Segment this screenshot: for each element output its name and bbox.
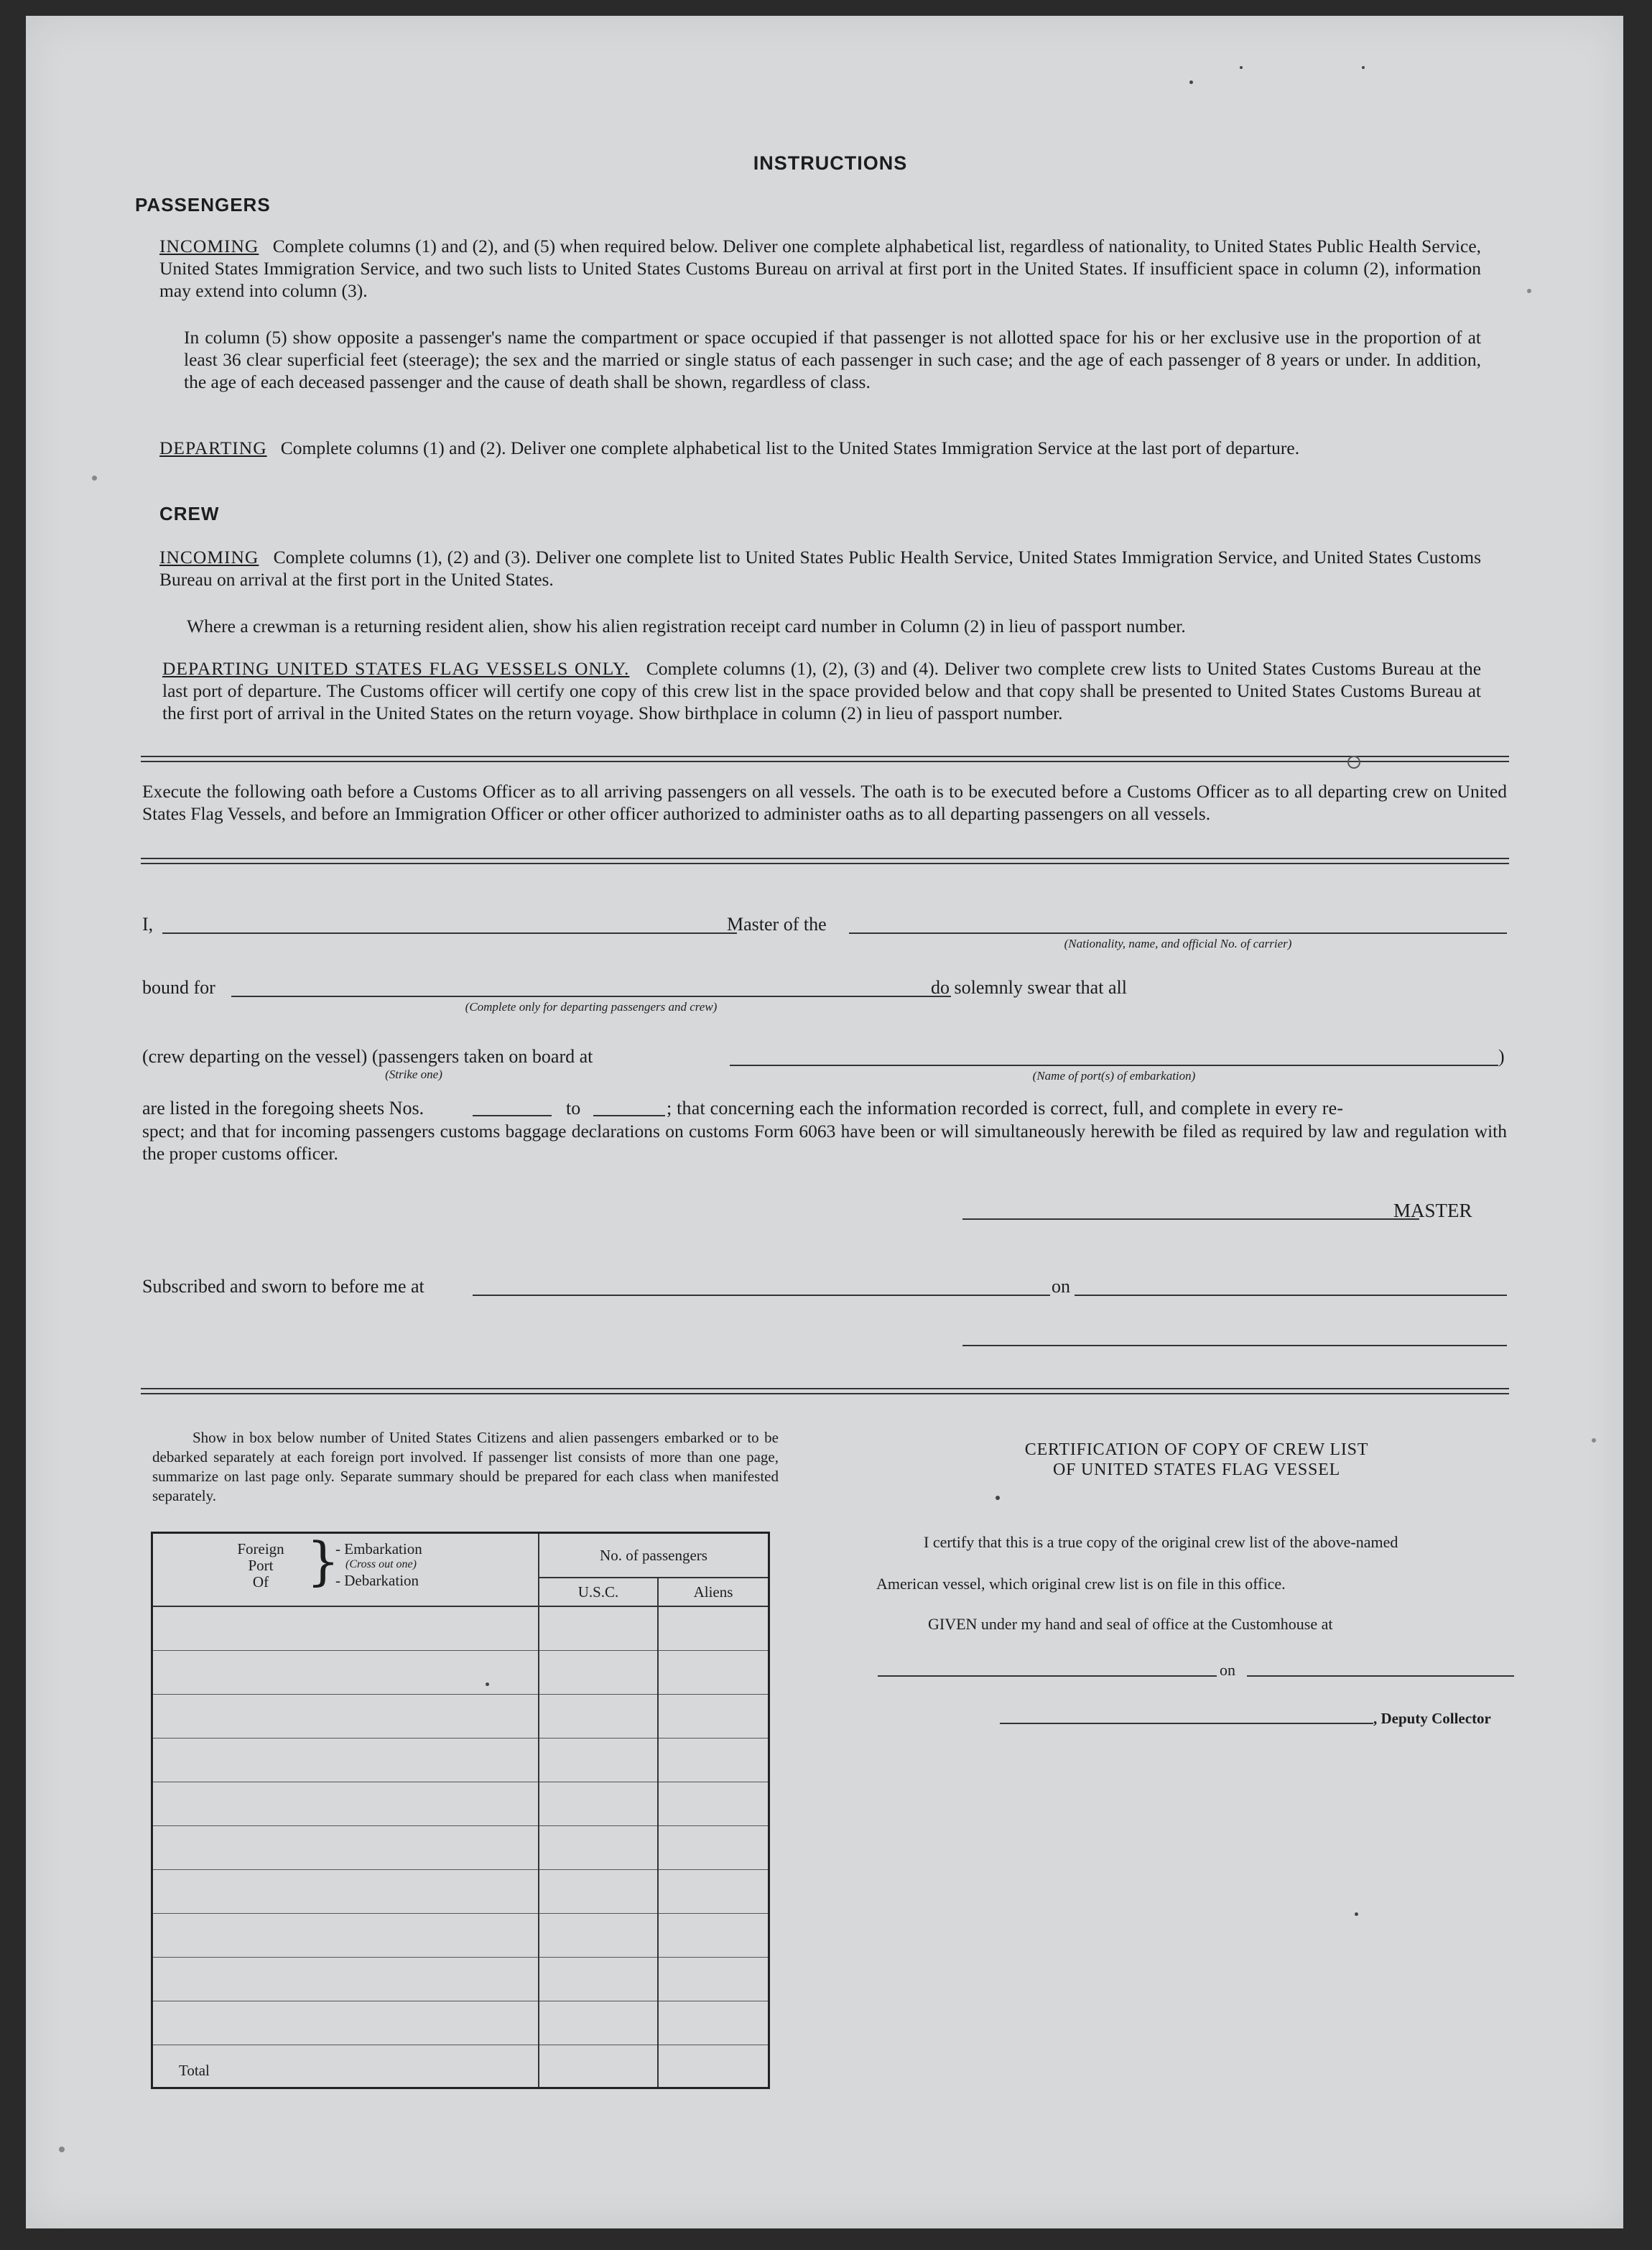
crew-passengers-label: (crew departing on the vessel) (passengers taken on board at [142, 1046, 593, 1067]
sworn-on-label: on [1052, 1276, 1070, 1297]
scan-speck [1189, 80, 1193, 84]
carrier-caption: (Nationality, name, and official No. of carrier) [1064, 937, 1292, 950]
passengers-departing-text: Complete columns (1) and (2). Deliver one complete alphabetical list to the United States Immigration Service at the last port of departure. [280, 438, 1300, 458]
scan-speck [1347, 756, 1360, 769]
deputy-signature-field[interactable] [1000, 1723, 1373, 1724]
close-paren: ) [1498, 1046, 1505, 1067]
passengers-column5-paragraph: In column (5) show opposite a passenger's name the compartment or space occupied if that passenger is not allotted space for his or her exclusive use in the proportion of at least 36 clear superficial feet (steerage); the sex and the married or single status of each passenger in such case; and the age of each passenger of 8 years or under. In addition, the age of each deceased passenger and the cause of death shall be shown, regardless of class. [184, 327, 1481, 392]
certify-date-field[interactable] [1247, 1675, 1514, 1677]
passengers-incoming-label: INCOMING [159, 236, 259, 256]
destination-field[interactable] [231, 996, 951, 997]
master-signature-field[interactable] [962, 1218, 1419, 1220]
listed-label-a: are listed in the foregoing sheets Nos. [142, 1098, 424, 1119]
swear-label: do solemnly swear that all [931, 977, 1127, 998]
port-cell[interactable] [152, 1825, 539, 1869]
passenger-summary-table [151, 1532, 770, 2089]
scan-speck [996, 1496, 1000, 1500]
usc-cell[interactable] [539, 1869, 658, 1913]
oath-intro: Execute the following oath before a Customs Officer as to all arriving passengers on all vessels. The oath is to be executed before a Customs Officer as to all departing crew on United States Flag Vessels, and before an Immigration Officer or other officer authorized to administer oaths as to all departing passengers on all vessels. [142, 781, 1507, 824]
crew-heading: CREW [159, 503, 220, 524]
aliens-total-cell[interactable] [658, 2045, 769, 2088]
oath-i-label: I, [142, 914, 154, 935]
aliens-cell[interactable] [658, 1957, 769, 2001]
aliens-cell[interactable] [658, 1913, 769, 1957]
certify-line1: I certify that this is a true copy of the original crew list of the above-named [924, 1533, 1398, 1551]
sheet-to-field[interactable] [593, 1115, 665, 1116]
crew-resident-paragraph: Where a crewman is a returning resident alien, show his alien registration receipt card number in Column (2) in lieu of passport number. [187, 616, 1186, 636]
passengers-departing-paragraph [159, 437, 1481, 459]
sheet-from-field[interactable] [473, 1115, 552, 1116]
aliens-cell[interactable] [658, 1782, 769, 1825]
usc-header: U.S.C. [539, 1578, 658, 1606]
aliens-cell[interactable] [658, 2001, 769, 2045]
strike-caption: (Strike one) [385, 1068, 442, 1081]
crew-departing-text: Complete columns (1), (2), (3) and (4). Deliver two complete crew lists to United States Customs Bureau at the last port of departure. The Customs officer will certify one copy of this crew list in the space provided below and that copy shall be presented to United States Customs Bureau at the first port of arrival in the United States on the return voyage. Show birthplace in column (2) in lieu of passport number. [162, 658, 1482, 723]
destination-caption: (Complete only for departing passengers and crew) [465, 1000, 718, 1014]
embarkation-label: - Embarkation [335, 1540, 422, 1557]
master-name-field[interactable] [162, 932, 737, 934]
usc-cell[interactable] [539, 1738, 658, 1782]
usc-cell[interactable] [539, 1650, 658, 1694]
aliens-cell[interactable] [658, 1650, 769, 1694]
passengers-incoming-paragraph [159, 235, 1481, 302]
scan-speck [486, 1682, 489, 1686]
total-label: Total [179, 2062, 210, 2079]
scan-speck [92, 476, 97, 481]
usc-cell[interactable] [539, 1913, 658, 1957]
scan-speck [1362, 66, 1365, 69]
subscribed-label: Subscribed and sworn to before me at [142, 1276, 424, 1297]
document-page [26, 16, 1623, 2228]
certify-line2: American vessel, which original crew list is on file in this office. [876, 1575, 1286, 1593]
carrier-field[interactable] [849, 932, 1507, 934]
certify-on-label: on [1220, 1661, 1235, 1679]
port-header-cell [152, 1533, 539, 1607]
scan-speck [1355, 1912, 1358, 1916]
master-label: MASTER [1393, 1200, 1472, 1221]
passengers-heading: PASSENGERS [135, 194, 271, 216]
usc-total-cell[interactable] [539, 2045, 658, 2088]
listed-label-c: spect; and that for incoming passengers customs baggage declarations on customs Form 6063 have been or will simultaneously herewith be filed as required by law and regulation with the proper customs officer. [142, 1121, 1507, 1164]
cross-out-label: (Cross out one) [345, 1558, 417, 1570]
usc-cell[interactable] [539, 2001, 658, 2045]
customhouse-field[interactable] [878, 1675, 1217, 1677]
port-cell[interactable] [152, 2001, 539, 2045]
aliens-cell[interactable] [658, 1738, 769, 1782]
port-cell[interactable] [152, 1913, 539, 1957]
aliens-cell[interactable] [658, 1825, 769, 1869]
certification-title-line2: OF UNITED STATES FLAG VESSEL [1052, 1460, 1341, 1479]
aliens-cell[interactable] [658, 1694, 769, 1738]
aliens-cell[interactable] [658, 1869, 769, 1913]
usc-cell[interactable] [539, 1957, 658, 2001]
listed-label-b: ; that concerning each the information recorded is correct, full, and complete in every re- [667, 1098, 1344, 1119]
scan-speck [59, 2147, 65, 2152]
summary-divider [141, 1388, 1509, 1394]
embarkation-port-field[interactable] [730, 1065, 1498, 1066]
crew-incoming-text: Complete columns (1), (2) and (3). Deliver one complete list to United States Public Health Service, United States Immigration Service, and United States Customs Bureau on arrival at the first port in the United States. [159, 547, 1482, 590]
aliens-cell[interactable] [658, 1606, 769, 1650]
of-label: Of [252, 1573, 269, 1591]
page-title: INSTRUCTIONS [753, 152, 908, 174]
port-cell[interactable] [152, 1606, 539, 1650]
certify-line3: GIVEN under my hand and seal of office at the Customhouse at [928, 1615, 1333, 1633]
port-label: Port [248, 1557, 274, 1574]
usc-cell[interactable] [539, 1825, 658, 1869]
sworn-place-field[interactable] [473, 1295, 1050, 1296]
usc-cell[interactable] [539, 1782, 658, 1825]
port-cell[interactable] [152, 1957, 539, 2001]
master-of-label: Master of the [727, 914, 827, 935]
aliens-header: Aliens [658, 1578, 769, 1606]
port-cell[interactable] [152, 1782, 539, 1825]
certification-title-line1: CERTIFICATION OF COPY OF CREW LIST [1024, 1440, 1369, 1459]
section-divider [141, 756, 1509, 762]
scan-speck [1240, 66, 1243, 69]
total-label-cell [152, 2045, 539, 2088]
sworn-date-field[interactable] [1075, 1295, 1507, 1296]
certification-title [866, 1440, 1527, 1480]
listed-to-label: to [566, 1098, 581, 1119]
usc-cell[interactable] [539, 1606, 658, 1650]
passengers-incoming-text: Complete columns (1) and (2), and (5) when required below. Deliver one complete alphabetical list, regardless of nationality, to United States Public Health Service, United States Immigration Service, and two such lists to United States Customs Bureau on arrival at first port in the United States. If insufficient space in column (2), information may extend into column (3). [159, 236, 1482, 301]
port-cell[interactable] [152, 1738, 539, 1782]
crew-departing-label: DEPARTING UNITED STATES FLAG VESSELS ONLY. [162, 658, 630, 679]
crew-departing-paragraph [162, 657, 1481, 724]
usc-cell[interactable] [539, 1694, 658, 1738]
foreign-label: Foreign [237, 1540, 284, 1557]
deputy-collector-label: , Deputy Collector [1373, 1710, 1491, 1727]
no-passengers-header: No. of passengers [539, 1533, 769, 1578]
officer-signature-field[interactable] [962, 1345, 1507, 1346]
scan-speck [1527, 289, 1531, 293]
crew-incoming-paragraph [159, 546, 1481, 591]
crew-incoming-label: INCOMING [159, 547, 259, 568]
port-cell[interactable] [152, 1694, 539, 1738]
port-cell[interactable] [152, 1869, 539, 1913]
passengers-departing-label: DEPARTING [159, 438, 267, 458]
scan-speck [1592, 1438, 1596, 1443]
brace-icon: } [307, 1531, 340, 1591]
debarkation-label: - Debarkation [335, 1572, 419, 1589]
oath-divider [141, 858, 1509, 864]
port-cell[interactable] [152, 1650, 539, 1694]
bound-for-label: bound for [142, 977, 215, 998]
port-caption: (Name of port(s) of embarkation) [1032, 1069, 1196, 1083]
summary-note: Show in box below number of United States Citizens and alien passengers embarked or to be debarked separately at each foreign port involved. If passenger list consists of more than one page, summarize on last page only. Separate summary should be prepared for each class when manifested separately. [152, 1429, 779, 1504]
